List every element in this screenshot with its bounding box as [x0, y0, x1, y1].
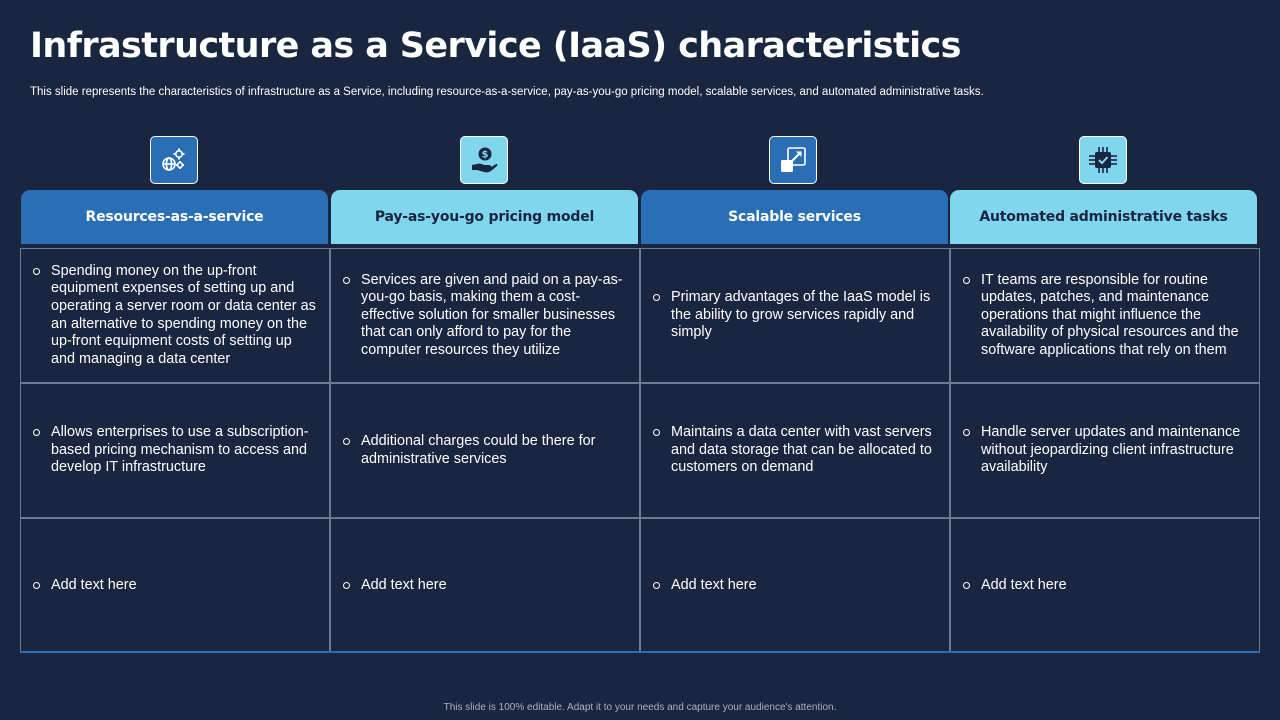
table-cell	[950, 518, 1260, 653]
table-cell	[950, 383, 1260, 518]
bullet-icon	[343, 277, 350, 284]
bullet-icon	[33, 582, 40, 589]
column-header-pricing: Pay-as-you-go pricing model	[331, 190, 638, 244]
table-cell	[330, 383, 640, 518]
bullet-icon	[653, 582, 660, 589]
page-subtitle: This slide represents the characteristics of infrastructure as a Service, including resource-as-a-service, pay-as-you-go pricing model, scalable services, and automated administrative tasks.	[30, 86, 984, 98]
cell-text: Services are given and paid on a pay-as-you-go basis, making them a cost-effective solution for smaller businesses that can only afford to pay for the computer resources they utilize	[361, 271, 623, 358]
table-cell	[950, 248, 1260, 383]
cell-text: Add text here	[981, 576, 1067, 593]
bullet-icon	[33, 268, 40, 275]
chip-check-icon	[1079, 136, 1127, 184]
svg-text:$: $	[481, 149, 489, 161]
column-header-automated: Automated administrative tasks	[950, 190, 1257, 244]
table-cell	[330, 518, 640, 653]
bullet-icon	[343, 438, 350, 445]
bullet-icon	[963, 277, 970, 284]
page-title: Infrastructure as a Service (IaaS) characteristics	[30, 26, 961, 66]
table-cell	[20, 248, 330, 383]
cell-text: Add text here	[361, 576, 447, 593]
table-cell	[640, 248, 950, 383]
scale-expand-icon	[769, 136, 817, 184]
cell-text: Additional charges could be there for administrative services	[361, 432, 596, 467]
table-cell	[20, 518, 330, 653]
cell-text: Maintains a data center with vast servers and data storage that can be allocated to customers on demand	[671, 424, 932, 476]
table-cell	[640, 383, 950, 518]
table-cell	[330, 248, 640, 383]
bullet-icon	[653, 429, 660, 436]
cell-text: Handle server updates and maintenance without jeopardizing client infrastructure availability	[981, 424, 1241, 476]
bullet-icon	[963, 429, 970, 436]
cell-text: IT teams are responsible for routine updates, patches, and maintenance operations that might influence the availability of physical resources and the software applications that rely on them	[981, 271, 1239, 358]
bullet-icon	[33, 429, 40, 436]
column-header-scalable: Scalable services	[641, 190, 948, 244]
column-header-resources: Resources-as-a-service	[21, 190, 328, 244]
table-cell	[20, 383, 330, 518]
table-cell	[640, 518, 950, 653]
hand-coin-icon	[460, 136, 508, 184]
table-bottom-divider	[20, 651, 1260, 653]
cell-text: Allows enterprises to use a subscription-based pricing mechanism to access and develop IT infrastructure	[51, 424, 309, 476]
footer-note: This slide is 100% editable. Adapt it to your needs and capture your audience's attention.	[443, 702, 837, 713]
bullet-icon	[653, 294, 660, 301]
cell-text: Add text here	[51, 576, 137, 593]
bullet-icon	[343, 582, 350, 589]
cell-text: Primary advantages of the IaaS model is the ability to grow services rapidly and simply	[671, 289, 931, 341]
bullet-icon	[963, 582, 970, 589]
gears-globe-icon	[150, 136, 198, 184]
cell-text: Add text here	[671, 576, 757, 593]
cell-text: Spending money on the up-front equipment expenses of setting up and operating a server room or data center as an alternative to spending money on the up-front equipment costs of setting up and managing a data center	[51, 262, 316, 367]
